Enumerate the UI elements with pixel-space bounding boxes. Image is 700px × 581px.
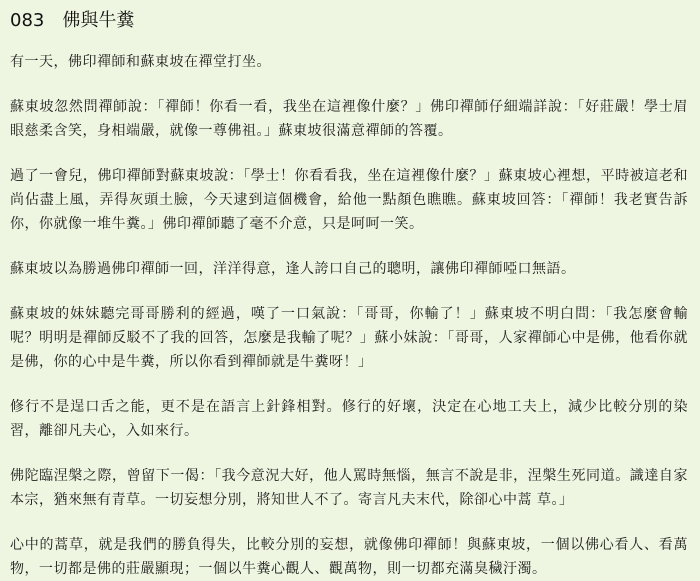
paragraph-2: 蘇東坡忽然問禪師說：「禪師！你看一看，我坐在這裡像什麼？」佛印禪師仔細端詳說：「好莊嚴！學士眉眼慈柔含笑，身相端嚴，就像一尊佛祖。」蘇東坡很滿意禪師的答覆。 bbox=[10, 99, 688, 139]
paragraph-7: 佛陀臨涅槃之際，曾留下一偈：「我今意況大好，他人罵時無惱，無言不說是非，涅槃生死同道。識達自家本宗，猶來無有青草。一切妄想分別，將知世人不了。寄言凡夫末代，除卻心中蒿 草。」 bbox=[10, 468, 688, 508]
chapter-title: 佛與牛糞 bbox=[62, 10, 135, 31]
paragraph-6: 修行不是逞口舌之能，更不是在語言上針鋒相對。修行的好壞，決定在心地工夫上，減少比較分別的染習，離卻凡夫心，入如來行。 bbox=[10, 399, 688, 439]
paragraph-3: 過了一會兒，佛印禪師對蘇東坡說：「學士！你看看我，坐在這裡像什麼？」蘇東坡心裡想，平時被這老和尚佔盡上風，弄得灰頭土臉，今天逮到這個機會，給他一點顏色瞧瞧。蘇東坡回答：「禪師！我老實告訴你，你就像一堆牛糞。」佛印禪師聽了毫不介意，只是呵呵一笑。 bbox=[10, 168, 688, 232]
paragraph-1: 有一天，佛印禪師和蘇東坡在禪堂打坐。 bbox=[10, 54, 271, 70]
paragraph-5: 蘇東坡的妹妹聽完哥哥勝利的經過，嘆了一口氣說：「哥哥，你輸了！」蘇東坡不明白問：「我怎麼會輸呢？明明是禪師反駁不了我的回答，怎麼是我輸了呢？」蘇小妹說：「哥哥，人家禪師心中是佛，他看你就是佛，你的心中是牛糞，所以你看到禪師就是牛糞呀！」 bbox=[10, 306, 688, 370]
paragraph-8: 心中的蒿草，就是我們的勝負得失，比較分別的妄想，就像佛印禪師！與蘇東坡，一個以佛心看人、看萬物，一切都是佛的莊嚴顯現；一個以牛糞心觀人、觀萬物，則一切都充滿臭穢汙濁。 bbox=[10, 537, 688, 577]
paragraph-4: 蘇東坡以為勝過佛印禪師一回，洋洋得意，逢人誇口自己的聰明，讓佛印禪師啞口無語。 bbox=[10, 261, 576, 277]
chapter-number: 083 bbox=[10, 10, 45, 31]
chapter-heading bbox=[10, 8, 688, 34]
